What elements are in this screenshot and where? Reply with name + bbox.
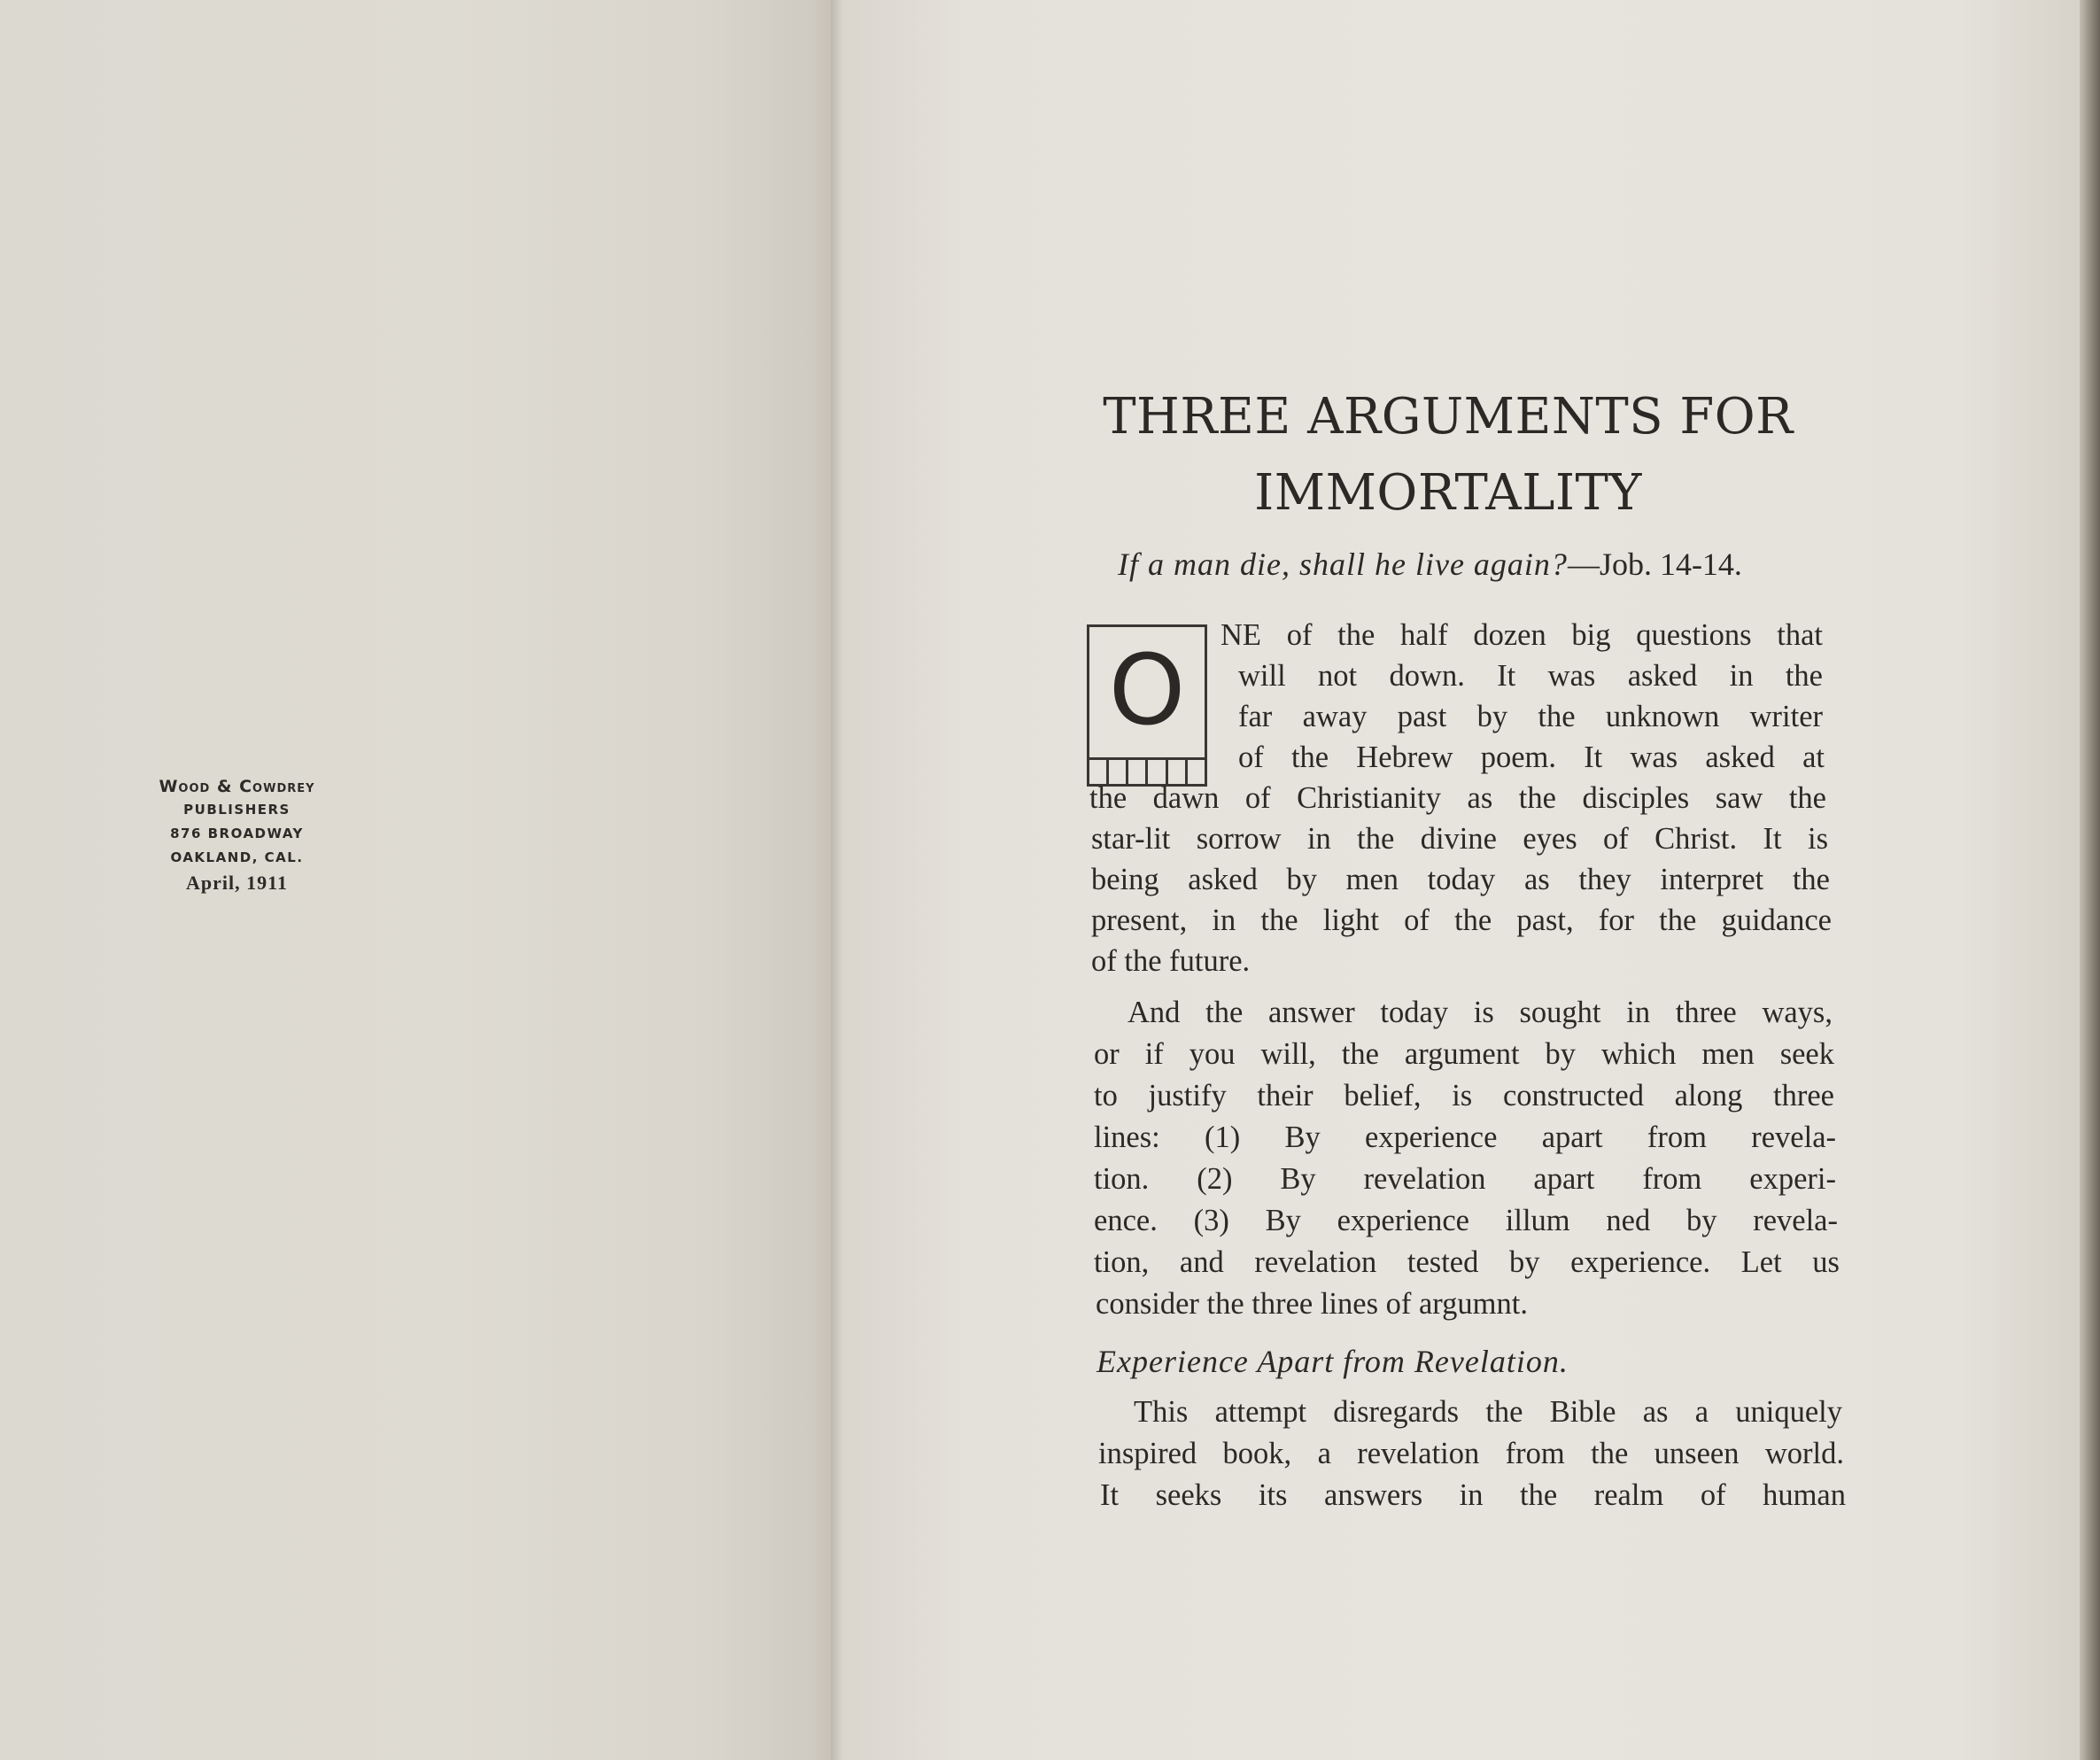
- body-line: star-lit sorrow in the divine eyes of Christ. It is: [1091, 822, 1828, 856]
- body-line: or if you will, the argument by which men seek: [1094, 1037, 1834, 1071]
- body-line: of the future.: [1091, 944, 1251, 978]
- body-line: the dawn of Christianity as the disciples saw the: [1089, 781, 1826, 815]
- body-line: of the Hebrew poem. It was asked at: [1238, 740, 1825, 774]
- body-line: being asked by men today as they interpret the: [1091, 863, 1830, 896]
- body-line: lines: (1) By experience apart from revela-: [1094, 1120, 1836, 1154]
- body-line: inspired book, a revelation from the unseen world.: [1098, 1437, 1844, 1470]
- publisher-role: PUBLISHERS: [183, 802, 291, 818]
- epigraph-quote: If a man die, shall he live again?: [1118, 547, 1568, 582]
- body-line: will not down. It was asked in the: [1238, 659, 1823, 693]
- drop-cap-letter: O: [1108, 633, 1186, 747]
- epigraph: [1118, 542, 1826, 586]
- book-edge: [2080, 0, 2100, 1760]
- page-title: [1089, 379, 1807, 531]
- body-line: far away past by the unknown writer: [1238, 700, 1823, 733]
- body-line: ence. (3) By experience illum ned by revela-: [1094, 1204, 1838, 1237]
- publisher-name: Wood & Cowdrey: [159, 777, 315, 796]
- body-line: This attempt disregards the Bible as a uniquely: [1134, 1395, 1842, 1429]
- body-line: to justify their belief, is constructed along three: [1094, 1079, 1834, 1113]
- body-line: And the answer today is sought in three ways,: [1127, 996, 1833, 1029]
- section-subheading: Experience Apart from Revelation.: [1096, 1344, 1569, 1379]
- publisher-imprint: [133, 775, 341, 896]
- body-line: It seeks its answers in the realm of human: [1100, 1478, 1846, 1512]
- body-line: consider the three lines of argumnt.: [1096, 1287, 1528, 1321]
- publication-date: April, 1911: [186, 872, 288, 894]
- epigraph-source: —Job. 14-14.: [1567, 547, 1742, 582]
- body-line: tion, and revelation tested by experience. Let us: [1094, 1245, 1840, 1279]
- publisher-city: OAKLAND, CAL.: [170, 849, 304, 865]
- title-line-1: THREE ARGUMENTS FOR: [1103, 388, 1794, 446]
- body-line: present, in the light of the past, for the guidance: [1091, 903, 1832, 937]
- left-page: [0, 0, 834, 1760]
- title-line-2: IMMORTALITY: [1254, 464, 1642, 522]
- drop-cap: [1087, 624, 1207, 787]
- publisher-address: 876 BROADWAY: [170, 826, 304, 841]
- body-line: tion. (2) By revelation apart from experi-: [1094, 1162, 1836, 1196]
- body-line: NE of the half dozen big questions that: [1220, 618, 1823, 652]
